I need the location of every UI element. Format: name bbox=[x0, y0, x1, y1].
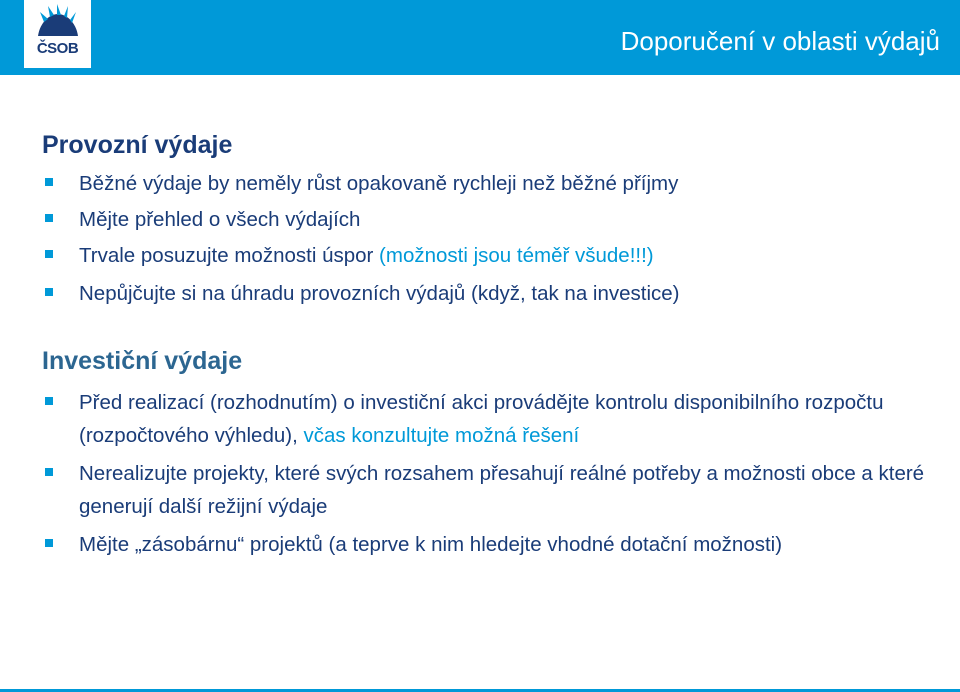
section-heading-provozni: Provozní výdaje bbox=[42, 131, 233, 159]
square-bullet-icon bbox=[45, 397, 53, 405]
slide-content bbox=[42, 128, 942, 561]
square-bullet-icon bbox=[45, 288, 53, 296]
list-investicni bbox=[42, 386, 942, 561]
logo-wordmark: ČSOB bbox=[36, 40, 79, 57]
square-bullet-icon bbox=[45, 250, 53, 258]
highlight-text: včas konzultujte možná řešení bbox=[303, 424, 580, 447]
csob-logo bbox=[24, 0, 91, 68]
list-item: Před realizací (rozhodnutím) o investiční akci provádějte kontrolu disponibilního rozpočtu (rozpočtového výhledu), včas konzultujte možná řešení bbox=[42, 386, 942, 452]
highlight-text: (možnosti jsou téměř všude!!!) bbox=[379, 244, 654, 267]
square-bullet-icon bbox=[45, 214, 53, 222]
list-item: Mějte přehled o všech výdajích bbox=[42, 203, 942, 236]
list-item: Nerealizujte projekty, které svých rozsahem přesahují reálné potřeby a možnosti obce a které generují další režijní výdaje bbox=[42, 457, 942, 523]
list-item: Mějte „zásobárnu“ projektů (a teprve k nim hledejte vhodné dotační možnosti) bbox=[42, 528, 942, 561]
header-bar bbox=[0, 0, 960, 75]
csob-logo-icon bbox=[24, 0, 91, 40]
square-bullet-icon bbox=[45, 539, 53, 547]
section-heading-investicni: Investiční výdaje bbox=[42, 347, 243, 375]
list-provozni bbox=[42, 167, 942, 310]
page-title: Doporučení v oblasti výdajů bbox=[620, 26, 940, 56]
square-bullet-icon bbox=[45, 468, 53, 476]
square-bullet-icon bbox=[45, 178, 53, 186]
list-item: Běžné výdaje by neměly růst opakovaně rychleji než běžné příjmy bbox=[42, 167, 942, 200]
list-item: Nepůjčujte si na úhradu provozních výdajů (když, tak na investice) bbox=[42, 277, 942, 310]
list-item: Trvale posuzujte možnosti úspor (možnosti jsou téměř všude!!!) bbox=[42, 239, 942, 272]
